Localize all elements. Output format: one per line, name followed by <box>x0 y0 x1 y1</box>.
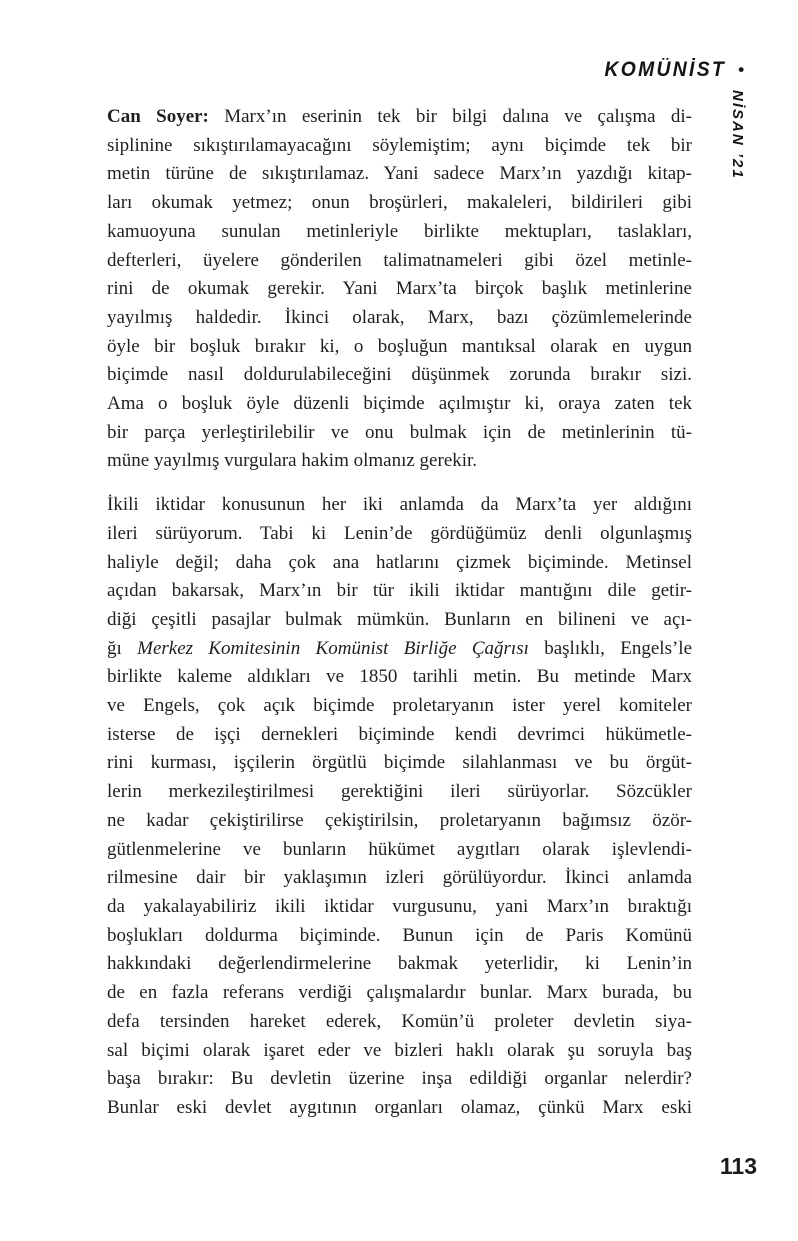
text-segment: rini kurması, işçilerin örgütlü biçimde silahlanması ve bu örgüt- <box>107 752 692 774</box>
text-line <box>107 520 692 549</box>
text-segment: gütlenmelerine ve bunların hükümet aygıtları olarak işlevlendi- <box>107 838 692 860</box>
text-line <box>107 247 692 276</box>
bold-text: Can Soyer: <box>107 106 225 127</box>
text-line <box>107 390 692 419</box>
text-line <box>107 577 692 606</box>
text-segment: diği çeşitli pasajlar bulmak mümkün. Bunların en bilineni ve açı- <box>107 608 692 630</box>
paragraph <box>107 103 692 476</box>
text-segment: rilmesine dair bir yaklaşımın izleri görülüyordur. İkinci anlamda <box>107 867 692 889</box>
text-segment: lerin merkezileştirilmesi gerektiğini ileri sürüyorlar. Sözcükler <box>107 781 692 803</box>
text-segment: ne kadar çekiştirilirse çekiştirilsin, proletaryanın bağımsız özör- <box>107 809 692 831</box>
text-line <box>107 836 692 865</box>
text-line <box>107 447 692 476</box>
text-segment: başlıklı, Engels’le <box>528 637 692 659</box>
text-segment: defterleri, üyelere gönderilen talimatnameleri gibi özel metinle- <box>107 249 692 271</box>
text-segment: müne yayılmış vurgulara hakim olmanız gerekir. <box>107 450 478 472</box>
text-segment: isterse de işçi dernekleri biçiminde kendi devrimci hükümetle- <box>107 723 692 745</box>
text-segment: Marx’ın eserinin tek bir bilgi dalına ve çalışma di- <box>224 106 692 127</box>
text-line <box>107 979 692 1008</box>
text-line <box>107 275 692 304</box>
italic-text: Merkez Komitesinin Komünist Birliğe Çağrısı <box>137 637 529 659</box>
text-segment: biçimde nasıl doldurulabileceğini düşünmek zorunda bırakır sizi. <box>107 364 692 386</box>
text-line <box>107 491 692 520</box>
text-line <box>107 635 692 664</box>
text-segment: metin türüne de sıkıştırılamaz. Yani sadece Marx’ın yazdığı kitap- <box>107 163 692 185</box>
text-segment: kamuoyuna sunulan metinleriyle birlikte mektupları, taslakları, <box>107 220 692 242</box>
issue-date-vertical: NİSAN ’21 <box>729 90 746 180</box>
page-header <box>594 58 744 82</box>
text-segment: Ama o boşluk öyle düzenli biçimde açılmıştır ki, oraya zaten tek <box>107 393 692 415</box>
text-segment: haliyle değil; daha çok ana hatlarını çizmek biçiminde. Metinsel <box>107 551 692 573</box>
bullet-icon: • <box>738 60 744 79</box>
text-line <box>107 721 692 750</box>
text-line <box>107 160 692 189</box>
text-line <box>107 749 692 778</box>
text-segment: açıdan bakarsak, Marx’ın bir tür ikili iktidar mantığını dile getir- <box>107 580 692 602</box>
text-segment: ları okumak yetmez; onun broşürleri, makaleleri, bildirileri gibi <box>107 192 692 214</box>
text-line <box>107 549 692 578</box>
text-line <box>107 419 692 448</box>
text-line <box>107 218 692 247</box>
text-line <box>107 893 692 922</box>
text-segment: rini de okumak gerekir. Yani Marx’ta birçok başlık metinlerine <box>107 278 692 300</box>
text-segment: ğı <box>107 637 138 659</box>
text-segment: defa tersinden hareket ederek, Komün’ü proleter devletin siya- <box>107 1010 692 1032</box>
text-segment: birlikte kaleme aldıkları ve 1850 tarihli metin. Bu metinde Marx <box>107 666 692 688</box>
text-line <box>107 807 692 836</box>
page-number: 113 <box>719 1153 757 1179</box>
text-line <box>107 922 692 951</box>
text-segment: öyle bir boşluk bırakır ki, o boşluğun mantıksal olarak en uygun <box>107 335 692 357</box>
text-line <box>107 864 692 893</box>
text-segment: yayılmış haldedir. İkinci olarak, Marx, bazı çözümlemelerinde <box>107 306 692 328</box>
text-segment: sal biçimi olarak işaret eder ve bizleri haklı olarak şu soruyla baş <box>107 1039 692 1061</box>
text-line <box>107 606 692 635</box>
text-line <box>107 1008 692 1037</box>
text-segment: Bunlar eski devlet aygıtının organları olamaz, çünkü Marx eski <box>107 1096 692 1118</box>
text-line <box>107 304 692 333</box>
text-line <box>107 361 692 390</box>
article-body <box>107 103 692 1138</box>
text-segment: hakkındaki değerlendirmelerine bakmak yeterlidir, ki Lenin’in <box>107 953 692 975</box>
text-line <box>107 692 692 721</box>
magazine-title: KOMÜNİST <box>604 58 727 81</box>
text-line <box>107 778 692 807</box>
text-segment: İkili iktidar konusunun her iki anlamda da Marx’ta yer aldığını <box>107 494 692 516</box>
text-line <box>107 333 692 362</box>
text-line <box>107 132 692 161</box>
paragraph <box>107 491 692 1122</box>
text-segment: bir parça yerleştirilebilir ve onu bulmak için de metinlerinin tü- <box>107 421 692 443</box>
text-line <box>107 189 692 218</box>
text-line <box>107 950 692 979</box>
text-line <box>107 1094 692 1123</box>
text-line <box>107 103 692 132</box>
text-segment: başa bırakır: Bu devletin üzerine inşa edildiği organlar nelerdir? <box>107 1068 692 1090</box>
text-segment: de en fazla referans verdiği çalışmalardır bunlar. Marx burada, bu <box>107 982 692 1004</box>
text-line <box>107 1065 692 1094</box>
text-segment: siplinine sıkıştırılamayacağını söylemiştim; aynı biçimde tek bir <box>107 134 692 156</box>
text-segment: boşlukları doldurma biçiminde. Bunun için de Paris Komünü <box>107 924 692 946</box>
text-line <box>107 663 692 692</box>
text-segment: da yakalayabiliriz ikili iktidar vurgusunu, yani Marx’ın bıraktığı <box>107 895 692 917</box>
text-line <box>107 1037 692 1066</box>
text-segment: ve Engels, çok açık biçimde proletaryanın ister yerel komiteler <box>107 695 692 717</box>
text-segment: ileri sürüyorum. Tabi ki Lenin’de gördüğümüz denli olgunlaşmış <box>107 522 692 544</box>
